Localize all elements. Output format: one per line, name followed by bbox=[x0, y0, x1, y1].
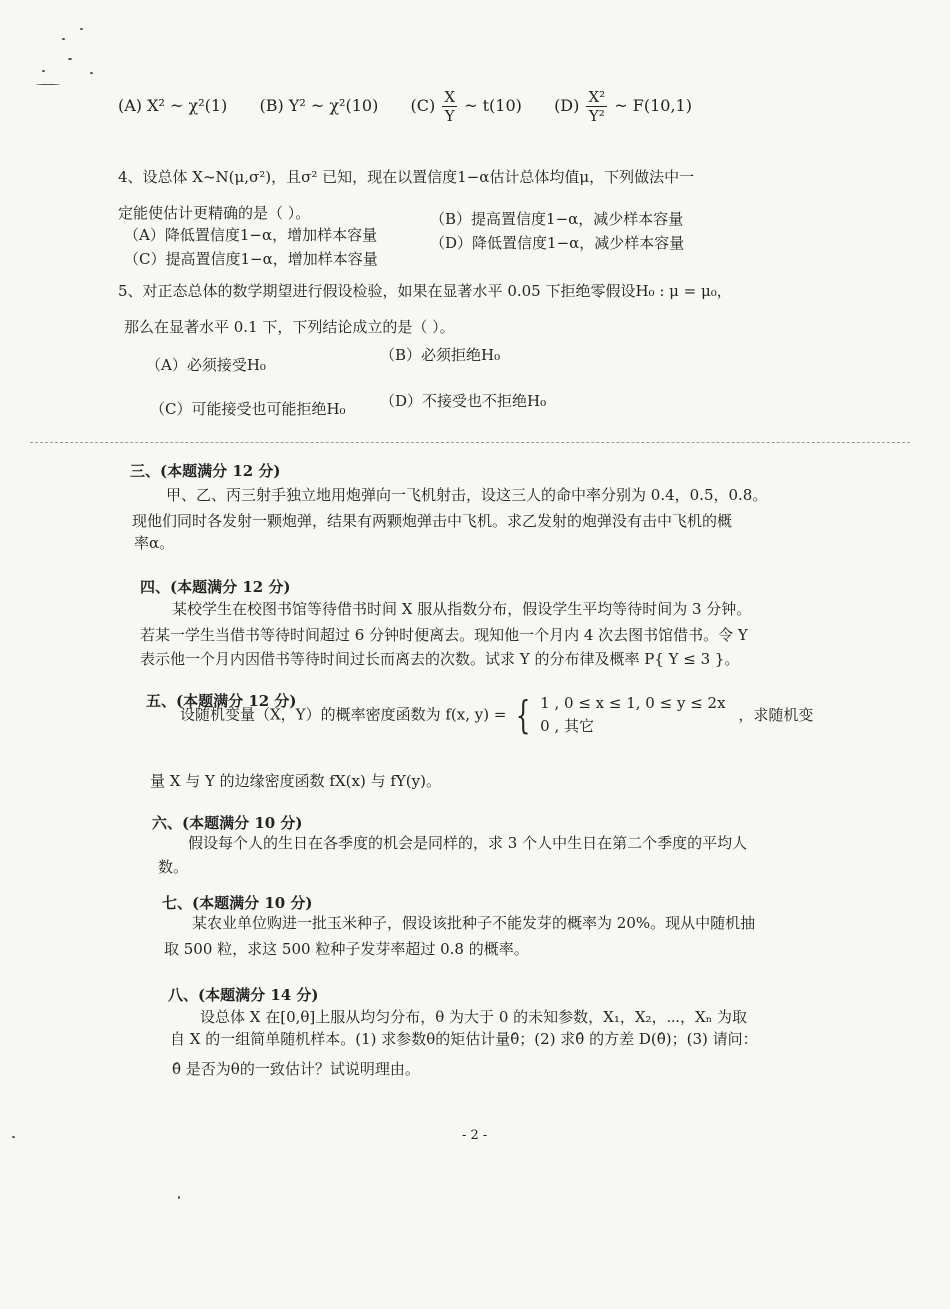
scan-speck bbox=[80, 28, 83, 30]
section-5-line1 bbox=[180, 692, 813, 737]
scan-speck bbox=[36, 84, 60, 85]
section-3-title: 三、(本题满分 12 分) bbox=[130, 462, 281, 480]
piecewise-case-2: 0 , 其它 bbox=[540, 716, 595, 735]
q3-option-c-rest: ~ t(10) bbox=[464, 96, 522, 115]
section-4-title: 四、(本题满分 12 分) bbox=[140, 578, 291, 596]
scan-speck bbox=[178, 1196, 180, 1199]
section-6-title: 六、(本题满分 10 分) bbox=[152, 814, 303, 832]
q3-option-a: (A) X² ~ χ²(1) bbox=[118, 96, 228, 115]
section-divider bbox=[30, 442, 910, 443]
q5-option-a: （A）必须接受H₀ bbox=[146, 356, 266, 374]
q4-option-c: （C）提高置信度1−α，增加样本容量 bbox=[124, 250, 378, 268]
section-8-line2: 自 X 的一组简单随机样本。(1) 求参数θ的矩估计量θ̂；(2) 求θ̂ 的方差 D(θ̂)；(3) 请问： bbox=[170, 1030, 758, 1048]
section-3-line3: 率α。 bbox=[134, 534, 175, 552]
q5-option-c: （C）可能接受也可能拒绝H₀ bbox=[150, 400, 346, 418]
q3-options-row bbox=[118, 88, 692, 125]
piecewise-cases bbox=[540, 692, 725, 737]
piecewise-brace: { bbox=[516, 692, 531, 737]
q5-option-b: （B）必须拒绝H₀ bbox=[380, 346, 501, 364]
section-4-line1: 某校学生在校图书馆等待借书时间 X 服从指数分布，假设学生平均等待时间为 3 分钟。 bbox=[172, 600, 752, 618]
section-5-title: 五、(本题满分 12 分) bbox=[146, 692, 297, 710]
q5-line2: 那么在显著水平 0.1 下，下列结论成立的是（ ）。 bbox=[124, 318, 455, 336]
section-8-line1: 设总体 X 在[0,θ]上服从均匀分布，θ 为大于 0 的未知参数，X₁，X₂，⋯，Xₙ 为取 bbox=[200, 1008, 747, 1026]
section-7-title: 七、(本题满分 10 分) bbox=[162, 894, 313, 912]
scan-speck bbox=[62, 38, 65, 40]
piecewise-case-1: 1 , 0 ≤ x ≤ 1, 0 ≤ y ≤ 2x bbox=[540, 694, 726, 712]
q3-option-d-label: (D) bbox=[554, 96, 580, 115]
section-3-line1: 甲、乙、丙三射手独立地用炮弹向一飞机射击，设这三人的命中率分别为 0.4，0.5，0.8。 bbox=[166, 486, 768, 504]
section-3-line2: 现他们同时各发射一颗炮弹，结果有两颗炮弹击中飞机。求乙发射的炮弹没有击中飞机的概 bbox=[132, 512, 733, 530]
section-5-density-suffix: ，求随机变 bbox=[738, 705, 814, 724]
scan-speck bbox=[12, 1136, 15, 1138]
q5-option-d: （D）不接受也不拒绝H₀ bbox=[380, 392, 547, 410]
page-number: - 2 - bbox=[462, 1128, 488, 1143]
scan-speck bbox=[90, 72, 93, 74]
section-7-line2: 取 500 粒，求这 500 粒种子发芽率超过 0.8 的概率。 bbox=[164, 940, 529, 958]
q3-option-c-fraction: $\frac{X}{Y}$ bbox=[444, 88, 456, 125]
q3-option-b: (B) Y² ~ χ²(10) bbox=[259, 96, 379, 115]
section-5-density-prefix: 设随机变量（X，Y）的概率密度函数为 f(x, y) = bbox=[180, 705, 507, 724]
section-6-line1: 假设每个人的生日在各季度的机会是同样的，求 3 个人中生日在第二个季度的平均人 bbox=[188, 834, 748, 852]
q3-option-d-fraction: $\frac{\text{X²}}{\text{Y²}}$ bbox=[588, 88, 606, 125]
section-4-line2: 若某一学生当借书等待时间超过 6 分钟时便离去。现知他一个月内 4 次去图书馆借书。令 Y bbox=[140, 626, 748, 644]
section-8-line3: θ̂ 是否为θ的一致估计？试说明理由。 bbox=[172, 1060, 420, 1078]
scan-speck bbox=[42, 70, 45, 72]
section-6-line2: 数。 bbox=[158, 858, 189, 876]
q4-option-d: （D）降低置信度1−α，减少样本容量 bbox=[430, 234, 685, 252]
q4-option-b: （B）提高置信度1−α，减少样本容量 bbox=[430, 210, 684, 228]
section-8-title: 八、(本题满分 14 分) bbox=[168, 986, 319, 1004]
q4-line2: 定能使估计更精确的是（ ）。 bbox=[118, 204, 311, 222]
q5-line1: 5、对正态总体的数学期望进行假设检验，如果在显著水平 0.05 下拒绝零假设H₀ : μ = μ₀， bbox=[118, 282, 732, 300]
q3-option-d-rest: ~ F(10,1) bbox=[614, 96, 692, 115]
q4-line1: 4、设总体 X~N(μ,σ²)，且σ² 已知，现在以置信度1−α估计总体均值μ，下列做法中一 bbox=[118, 168, 695, 186]
scan-speck bbox=[68, 58, 72, 60]
q3-option-c-label: (C) bbox=[410, 96, 436, 115]
section-7-line1: 某农业单位购进一批玉米种子，假设该批种子不能发芽的概率为 20%。现从中随机抽 bbox=[192, 914, 756, 932]
section-4-line3: 表示他一个月内因借书等待时间过长而离去的次数。试求 Y 的分布律及概率 P{ Y ≤ 3 }。 bbox=[140, 650, 740, 668]
section-5-line2: 量 X 与 Y 的边缘密度函数 fX(x) 与 fY(y)。 bbox=[150, 772, 441, 790]
q4-option-a: （A）降低置信度1−α，增加样本容量 bbox=[124, 226, 378, 244]
